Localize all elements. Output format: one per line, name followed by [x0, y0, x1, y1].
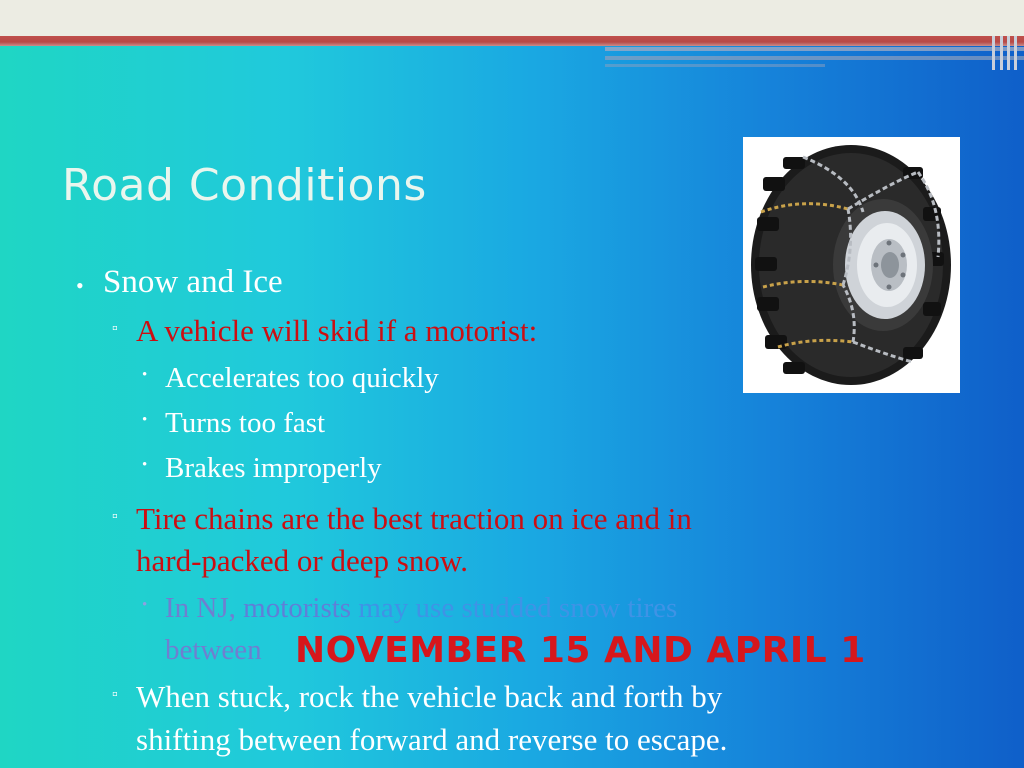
- bullet-text: Turns too fast: [165, 407, 326, 439]
- decor-bar: [1000, 36, 1003, 70]
- tire-chains-picture: [743, 137, 960, 393]
- slide-title: Road Conditions: [62, 160, 427, 211]
- bullet-text: A vehicle will skid if a motorist:: [136, 313, 538, 348]
- decor-line: [605, 64, 825, 67]
- decor-line: [605, 56, 1024, 60]
- bullet-marker: •: [142, 597, 148, 613]
- tire-chains-image: [743, 137, 960, 393]
- nj-text-part: motorists: [235, 592, 352, 624]
- bullet-marker: •: [142, 412, 148, 428]
- decor-bar: [992, 36, 995, 70]
- bullet-marker: ▫: [112, 320, 118, 337]
- bullet-marker: ▫: [112, 686, 118, 703]
- bullet-text: When stuck, rock the vehicle back and forth by: [136, 679, 723, 714]
- bullet-text: Snow and Ice: [103, 264, 283, 300]
- bullet-text-continued: between: [165, 634, 262, 666]
- bullet-text: Accelerates too quickly: [165, 362, 439, 394]
- bullet-marker: •: [142, 457, 148, 473]
- nj-text-part: may use studded snow tires: [351, 592, 678, 624]
- bullet-marker: •: [142, 367, 148, 383]
- red-stripe: [0, 36, 1024, 46]
- decor-bar: [1014, 36, 1017, 70]
- bullet-text: [165, 592, 677, 625]
- top-band: [0, 0, 1024, 36]
- nj-text-part: In NJ,: [165, 592, 236, 624]
- decor-bar: [1007, 36, 1010, 70]
- bullet-marker: ▫: [112, 508, 118, 525]
- bullet-text: Tire chains are the best traction on ice and in: [136, 501, 692, 536]
- bullet-text: Brakes improperly: [165, 452, 382, 484]
- bullet-marker: •: [76, 273, 84, 298]
- decor-line: [605, 47, 1024, 51]
- bullet-text-continued: hard-packed or deep snow.: [136, 543, 468, 578]
- bullet-text-continued: shifting between forward and reverse to escape.: [136, 722, 728, 757]
- highlight-dates: NOVEMBER 15 AND APRIL 1: [295, 630, 866, 671]
